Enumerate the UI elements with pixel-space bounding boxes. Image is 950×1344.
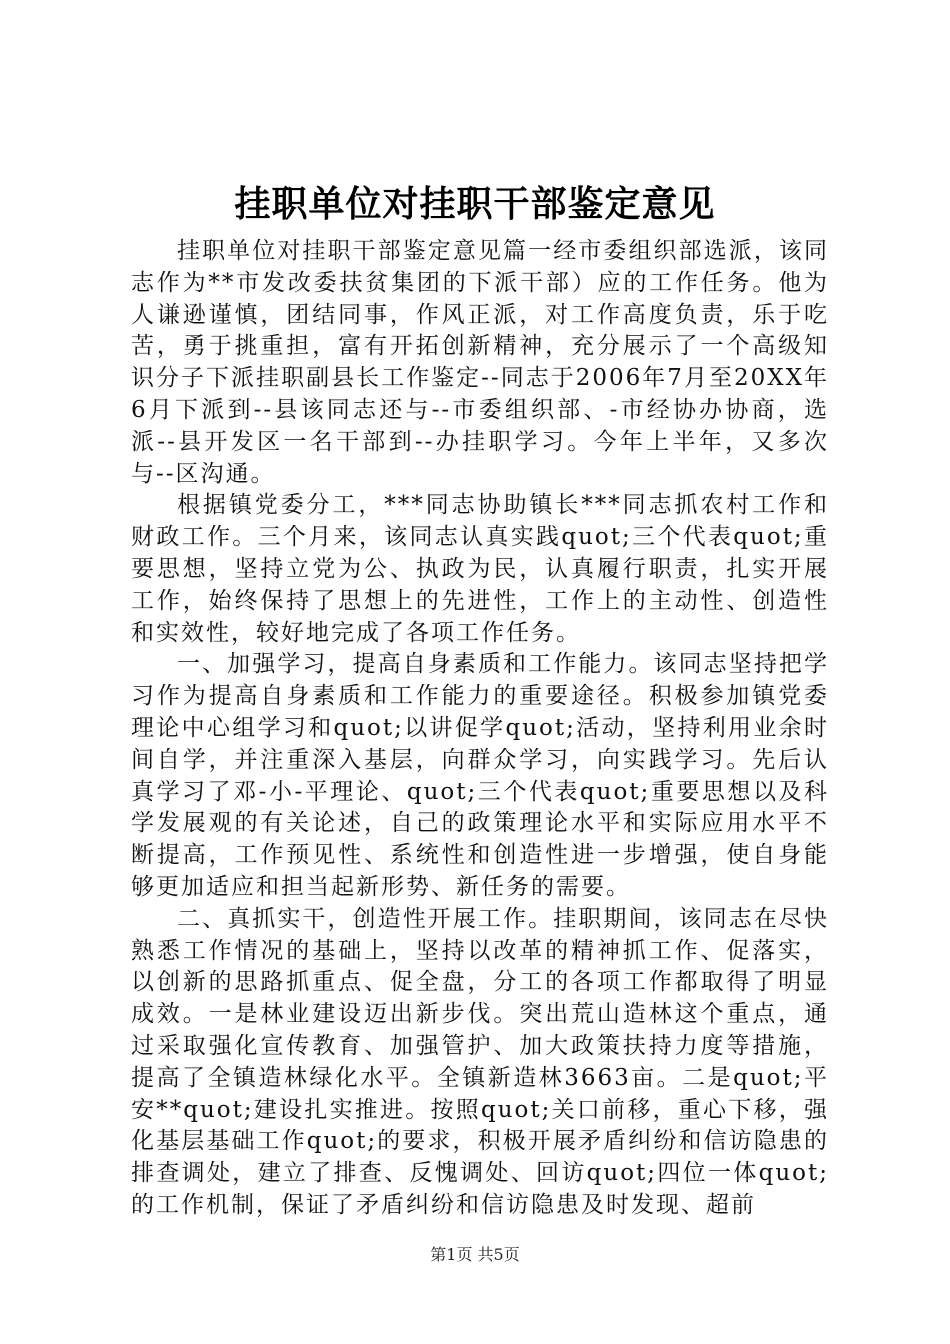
paragraph-4: 二、真抓实干，创造性开展工作。挂职期间，该同志在尽快熟悉工作情况的基础上，坚持以改革的精神抓工作、促落实，以创新的思路抓重点、促全盘，分工的各项工作都取得了明显成效。一是林业建设迈出新步伐。突出荒山造林这个重点，通过采取强化宣传教育、加强管护、加大政策扶持力度等措施，提高了全镇造林绿化水平。全镇新造林3663亩。二是quot;平安**quot;建设扎实推进。按照quot;关口前移，重心下移，强化基层基础工作quot;的要求，积极开展矛盾纠纷和信访隐患的排查调处，建立了排查、反愧调处、回访quot;四位一体quot;的工作机制，保证了矛盾纠纷和信访隐患及时发现、超前 (131, 905, 829, 1218)
paragraph-2: 根据镇党委分工，***同志协助镇长***同志抓农村工作和财政工作。三个月来，该同志认真实践quot;三个代表quot;重要思想，坚持立党为公、执政为民，认真履行职责，扎实开展工作，始终保持了思想上的先进性，工作上的主动性、创造性和实效性，较好地完成了各项工作任务。 (131, 492, 829, 646)
page-footer: 第1页 共5页 (430, 1245, 520, 1264)
paragraph-3: 一、加强学习，提高自身素质和工作能力。该同志坚持把学习作为提高自身素质和工作能力的重要途径。积极参加镇党委理论中心组学习和quot;以讲促学quot;活动，坚持利用业余时间自学，并注重深入基层，向群众学习，向实践学习。先后认真学习了邓-小-平理论、quot;三个代表quot;重要思想以及科学发展观的有关论述，自己的政策理论水平和实际应用水平不断提高，工作预见性、系统性和创造性进一步增强，使自身能够更加适应和担当起新形势、新任务的需要。 (131, 651, 829, 900)
document-body (131, 236, 829, 1222)
paragraph-1: 挂职单位对挂职干部鉴定意见篇一经市委组织部选派，该同志作为**市发改委扶贫集团的下派干部）应的工作任务。他为人谦逊谨慎，团结同事，作风正派，对工作高度负责，乐于吃苦，勇于挑重担，富有开拓创新精神，充分展示了一个高级知识分子下派挂职副县长工作鉴定--同志于2006年7月至20XX年6月下派到--县该同志还与--市委组织部、-市经协办协商，选派--县开发区一名干部到--办挂职学习。今年上半年，又多次与--区沟通。 (131, 238, 829, 487)
document-title: 挂职单位对挂职干部鉴定意见 (234, 184, 716, 225)
